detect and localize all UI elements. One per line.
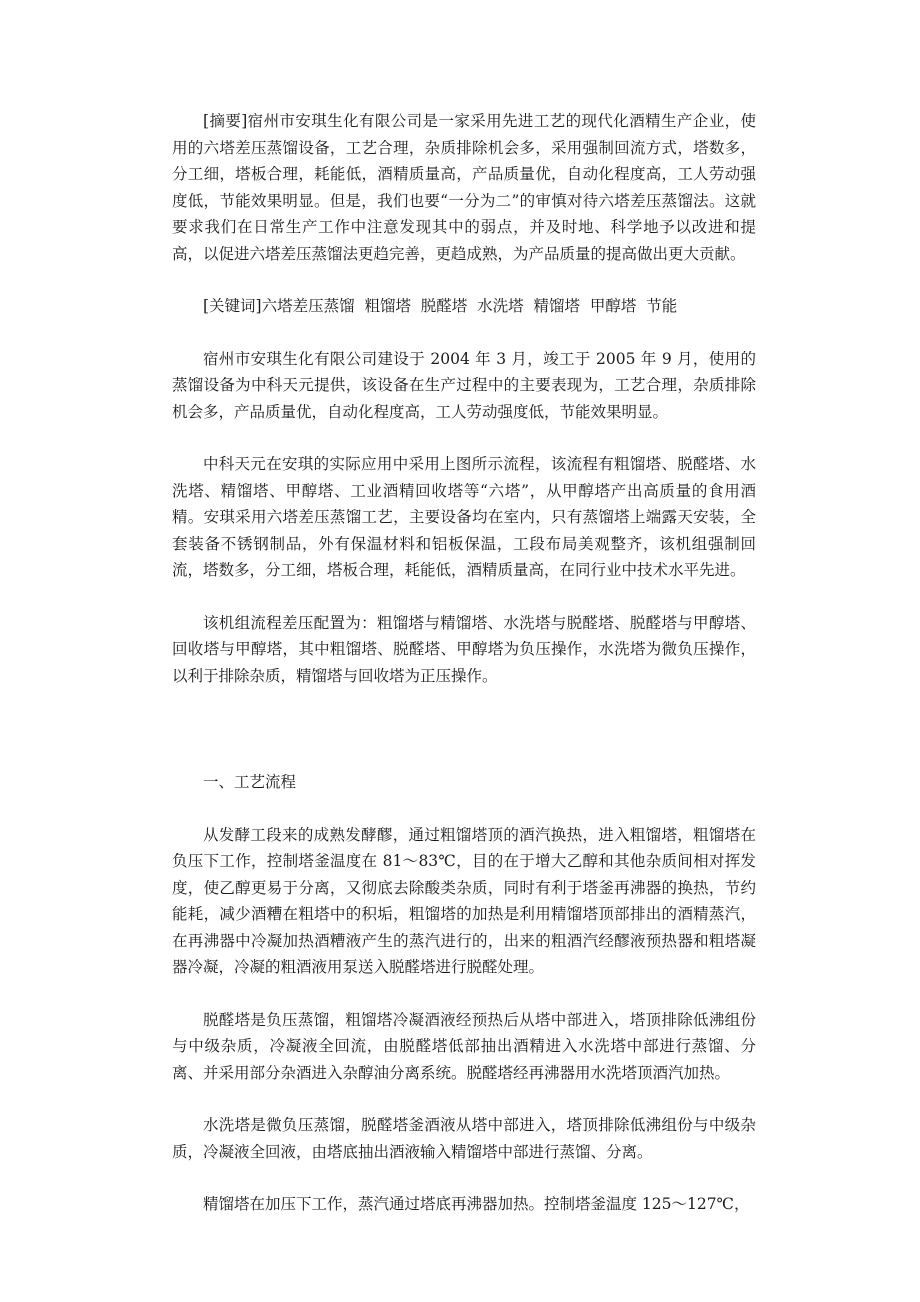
process-paragraph-4: 精馏塔在加压下工作，蒸汽通过塔底再沸器加热。控制塔釜温度 125～127℃，	[203, 1195, 750, 1213]
process-paragraph-1: 从发酵工段来的成熟发酵醪，通过粗馏塔顶的酒汽换热，进入粗馏塔，粗馏塔在负压下工作，控制塔釜温度在 81～83℃，目的在于增大乙醇和其他杂质间相对挥发度，使乙醇更易于分离，又彻底去除酸类杂质，同时有利于塔釜再沸器的换热，节约能耗，减少酒糟在粗塔中的积垢，粗馏塔的加热是利用精馏塔顶部排出的酒精蒸汽，在再沸器中冷凝加热酒糟液产生的蒸汽进行的，出来的粗酒汽经醪液预热器和粗塔凝器冷凝，冷凝的粗酒液用泵送入脱醛塔进行脱醛处理。	[172, 825, 756, 976]
section-heading: 一、工艺流程	[203, 773, 297, 791]
intro-paragraph-3: 该机组流程差压配置为：粗馏塔与精馏塔、水洗塔与脱醛塔、脱醛塔与甲醇塔、回收塔与甲醇塔，其中粗馏塔、脱醛塔、甲醇塔为负压操作，水洗塔为微负压操作，以利于排除杂质，精馏塔与回收塔为正压操作。	[172, 613, 756, 685]
document-body	[172, 108, 756, 1218]
abstract-paragraph: [摘要]宿州市安琪生化有限公司是一家采用先进工艺的现代化酒精生产企业，使用的六塔差压蒸馏设备，工艺合理，杂质排除机会多，采用强制回流方式，塔数多，分工细，塔板合理，耗能低，酒精质量高，产品质量优，自动化程度高，工人劳动强度低，节能效果明显。但是，我们也要“一分为二”的审慎对待六塔差压蒸馏法。这就要求我们在日常生产工作中注意发现其中的弱点，并及时地、科学地予以改进和提高，以促进六塔差压蒸馏法更趋完善，更趋成熟，为产品质量的提高做出更大贡献。	[172, 112, 756, 263]
process-paragraph-2: 脱醛塔是负压蒸馏，粗馏塔冷凝酒液经预热后从塔中部进入，塔顶排除低沸组份与中级杂质，冷凝液全回流，由脱醛塔低部抽出酒精进入水洗塔中部进行蒸馏、分离、并采用部分杂酒进入杂醇油分离系统。脱醛塔经再沸器用水洗塔顶酒汽加热。	[172, 1010, 756, 1082]
intro-paragraph-2: 中科天元在安琪的实际应用中采用上图所示流程，该流程有粗馏塔、脱醛塔、水洗塔、精馏塔、甲醇塔、工业酒精回收塔等“六塔”，从甲醇塔产出高质量的食用酒精。安琪采用六塔差压蒸馏工艺，主要设备均在室内，只有蒸馏塔上端露天安装，全套装备不锈钢制品，外有保温材料和铝板保温，工段布局美观整齐，该机组强制回流，塔数多，分工细，塔板合理，耗能低，酒精质量高，在同行业中技术水平先进。	[172, 455, 756, 579]
process-paragraph-3: 水洗塔是微负压蒸馏，脱醛塔釜酒液从塔中部进入，塔顶排除低沸组份与中级杂质，冷凝液全回液，由塔底抽出酒液输入精馏塔中部进行蒸馏、分离。	[172, 1116, 756, 1161]
keywords-paragraph: [关键词]六塔差压蒸馏 粗馏塔 脱醛塔 水洗塔 精馏塔 甲醇塔 节能	[203, 297, 678, 315]
intro-paragraph-1: 宿州市安琪生化有限公司建设于 2004 年 3 月，竣工于 2005 年 9 月，使用的蒸馏设备为中科天元提供，该设备在生产过程中的主要表现为，工艺合理，杂质排除机会多，产品质量优，自动化程度高，工人劳动强度低，节能效果明显。	[172, 349, 756, 421]
